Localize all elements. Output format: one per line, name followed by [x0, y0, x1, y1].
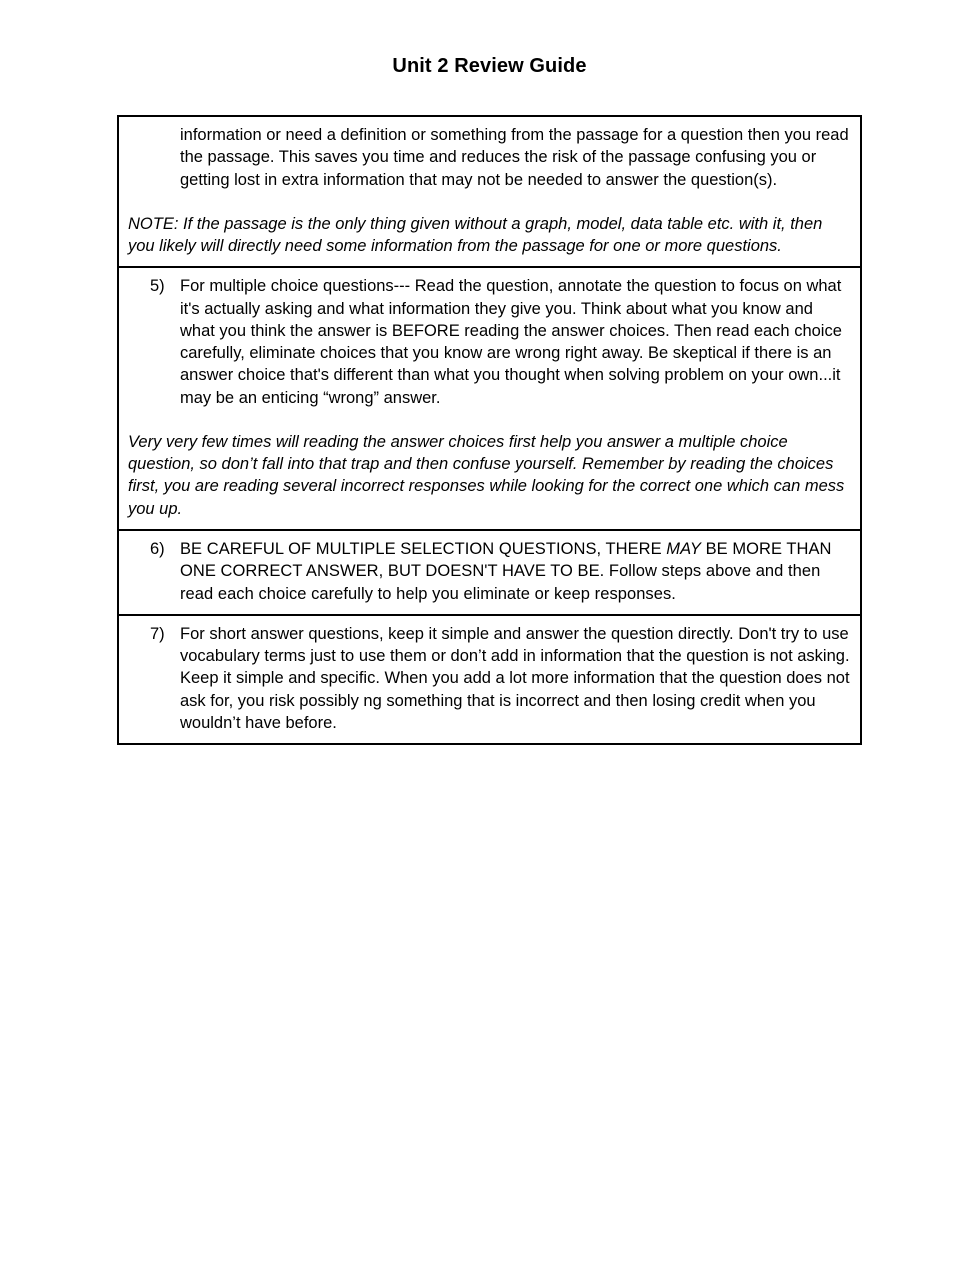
note-paragraph: NOTE: If the passage is the only thing given without a graph, model, data table etc. with it, then you likely will directly need some information from the passage for one or more questions.	[128, 214, 823, 256]
table-cell	[119, 531, 860, 614]
table-row	[119, 531, 860, 616]
list-item-text: For short answer questions, keep it simple and answer the question directly. Don't try to use vocabulary terms just to use them or don’t add in information that the question is not asking. Keep it simple and specific. When you add a lot more information that the question does not ask for, you risk possibly ng something that is incorrect and then losing credit when you wouldn’t have before.	[180, 624, 850, 732]
list-item-emphasis: MAY	[666, 539, 701, 558]
note-paragraph: Very very few times will reading the answer choices first help you answer a multiple choice question, so don’t fall into that trap and then confuse yourself. Remember by reading the choices first, you are reading several incorrect responses while looking for the correct one which can mess you up.	[128, 432, 845, 518]
table-cell	[119, 268, 860, 529]
table-row	[119, 117, 860, 268]
continuation-paragraph: information or need a definition or something from the passage for a question then you read the passage. This saves you time and reduces the risk of the passage confusing you or getting lost in extra information that may not be needed to answer the question(s).	[180, 126, 849, 189]
table-row	[119, 268, 860, 531]
paragraph-spacer	[128, 409, 851, 431]
list-item-7	[128, 623, 851, 734]
list-item-6	[128, 538, 851, 605]
list-item-text-part-1: BE CAREFUL OF MULTIPLE SELECTION QUESTIONS, THERE	[180, 539, 667, 558]
list-item-5	[128, 275, 851, 409]
list-item-marker: 6)	[150, 539, 165, 558]
list-item-marker: 5)	[150, 277, 165, 296]
page-title: Unit 2 Review Guide	[392, 55, 587, 77]
paragraph-spacer	[128, 191, 851, 213]
table-cell	[119, 616, 860, 743]
list-item-text	[180, 538, 851, 605]
review-guide-table	[117, 115, 862, 745]
table-cell	[119, 117, 860, 266]
list-item-text-part-2: BE MORE THAN ONE CORRECT ANSWER, BUT DOESN'T HAVE TO BE. Follow steps above and then read each choice carefully to help you eliminate or keep responses.	[180, 539, 832, 603]
list-item-marker: 7)	[150, 624, 165, 643]
list-item-text: For multiple choice questions--- Read the question, annotate the question to focus on what it's actually asking and what information they give you. Think about what you know and what you think the answer is BEFORE reading the answer choices. Then read each choice carefully, eliminate choices that you know are wrong right away. Be skeptical if there is an answer choice that's different than what you thought when solving problem on your own...it may be an enticing “wrong” answer.	[180, 277, 842, 407]
table-row	[119, 616, 860, 743]
